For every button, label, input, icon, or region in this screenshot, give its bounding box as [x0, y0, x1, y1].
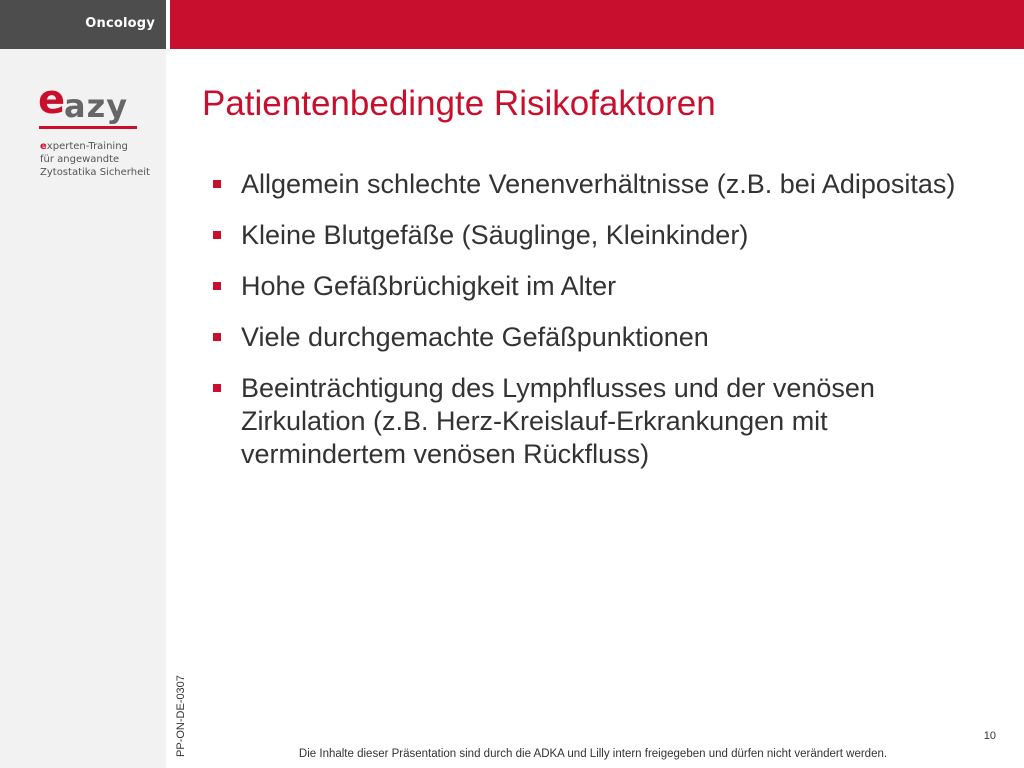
bullet-text: Viele durchgemachte Gefäßpunktionen	[241, 322, 709, 352]
logo-subtitle-line-1	[40, 140, 165, 153]
bullet-item	[210, 270, 1000, 303]
square-bullet-icon	[213, 384, 221, 392]
sidebar	[0, 0, 166, 768]
document-code: PP-ON-DE-0307	[175, 675, 187, 757]
eazy-logo	[38, 77, 148, 134]
sidebar-header	[0, 0, 166, 49]
logo-underline	[39, 126, 137, 129]
bullet-item	[210, 372, 1000, 471]
footer-disclaimer: Die Inhalte dieser Präsentation sind durch die ADKA und Lilly intern freigegeben und dürfen nicht verändert werden.	[298, 748, 888, 760]
slide-title: Patientenbedingte Risikofaktoren	[202, 84, 716, 123]
header-band	[170, 0, 1024, 49]
page-number: 10	[983, 730, 996, 742]
logo-subtitle-lead: e	[40, 141, 47, 152]
bullet-item	[210, 219, 1000, 252]
square-bullet-icon	[213, 231, 221, 239]
logo-subtitle-line-1-rest: xperten-Training	[46, 141, 128, 152]
bullet-item	[210, 321, 1000, 354]
square-bullet-icon	[213, 180, 221, 188]
bullet-text: Beeinträchtigung des Lymphflusses und der venösen Zirkulation (z.B. Herz-Kreislauf-Erkrankungen mit vermindertem venösen Rückfluss)	[241, 373, 875, 469]
logo-subtitle	[40, 140, 165, 179]
bullet-text: Allgemein schlechte Venenverhältnisse (z.B. bei Adipositas)	[241, 169, 956, 199]
bullet-item	[210, 168, 1000, 201]
logo-subtitle-line-2: für angewandte	[40, 154, 120, 165]
bullet-text: Hohe Gefäßbrüchigkeit im Alter	[241, 271, 617, 301]
square-bullet-icon	[213, 333, 221, 341]
logo-e-letter: e	[38, 77, 66, 123]
category-label: Oncology	[85, 16, 155, 31]
bullet-text: Kleine Blutgefäße (Säuglinge, Kleinkinder)	[241, 220, 749, 250]
bullet-list	[210, 168, 1000, 489]
logo-wordmark: azy	[64, 87, 129, 125]
logo-subtitle-line-3: Zytostatika Sicherheit	[40, 167, 150, 178]
square-bullet-icon	[213, 282, 221, 290]
